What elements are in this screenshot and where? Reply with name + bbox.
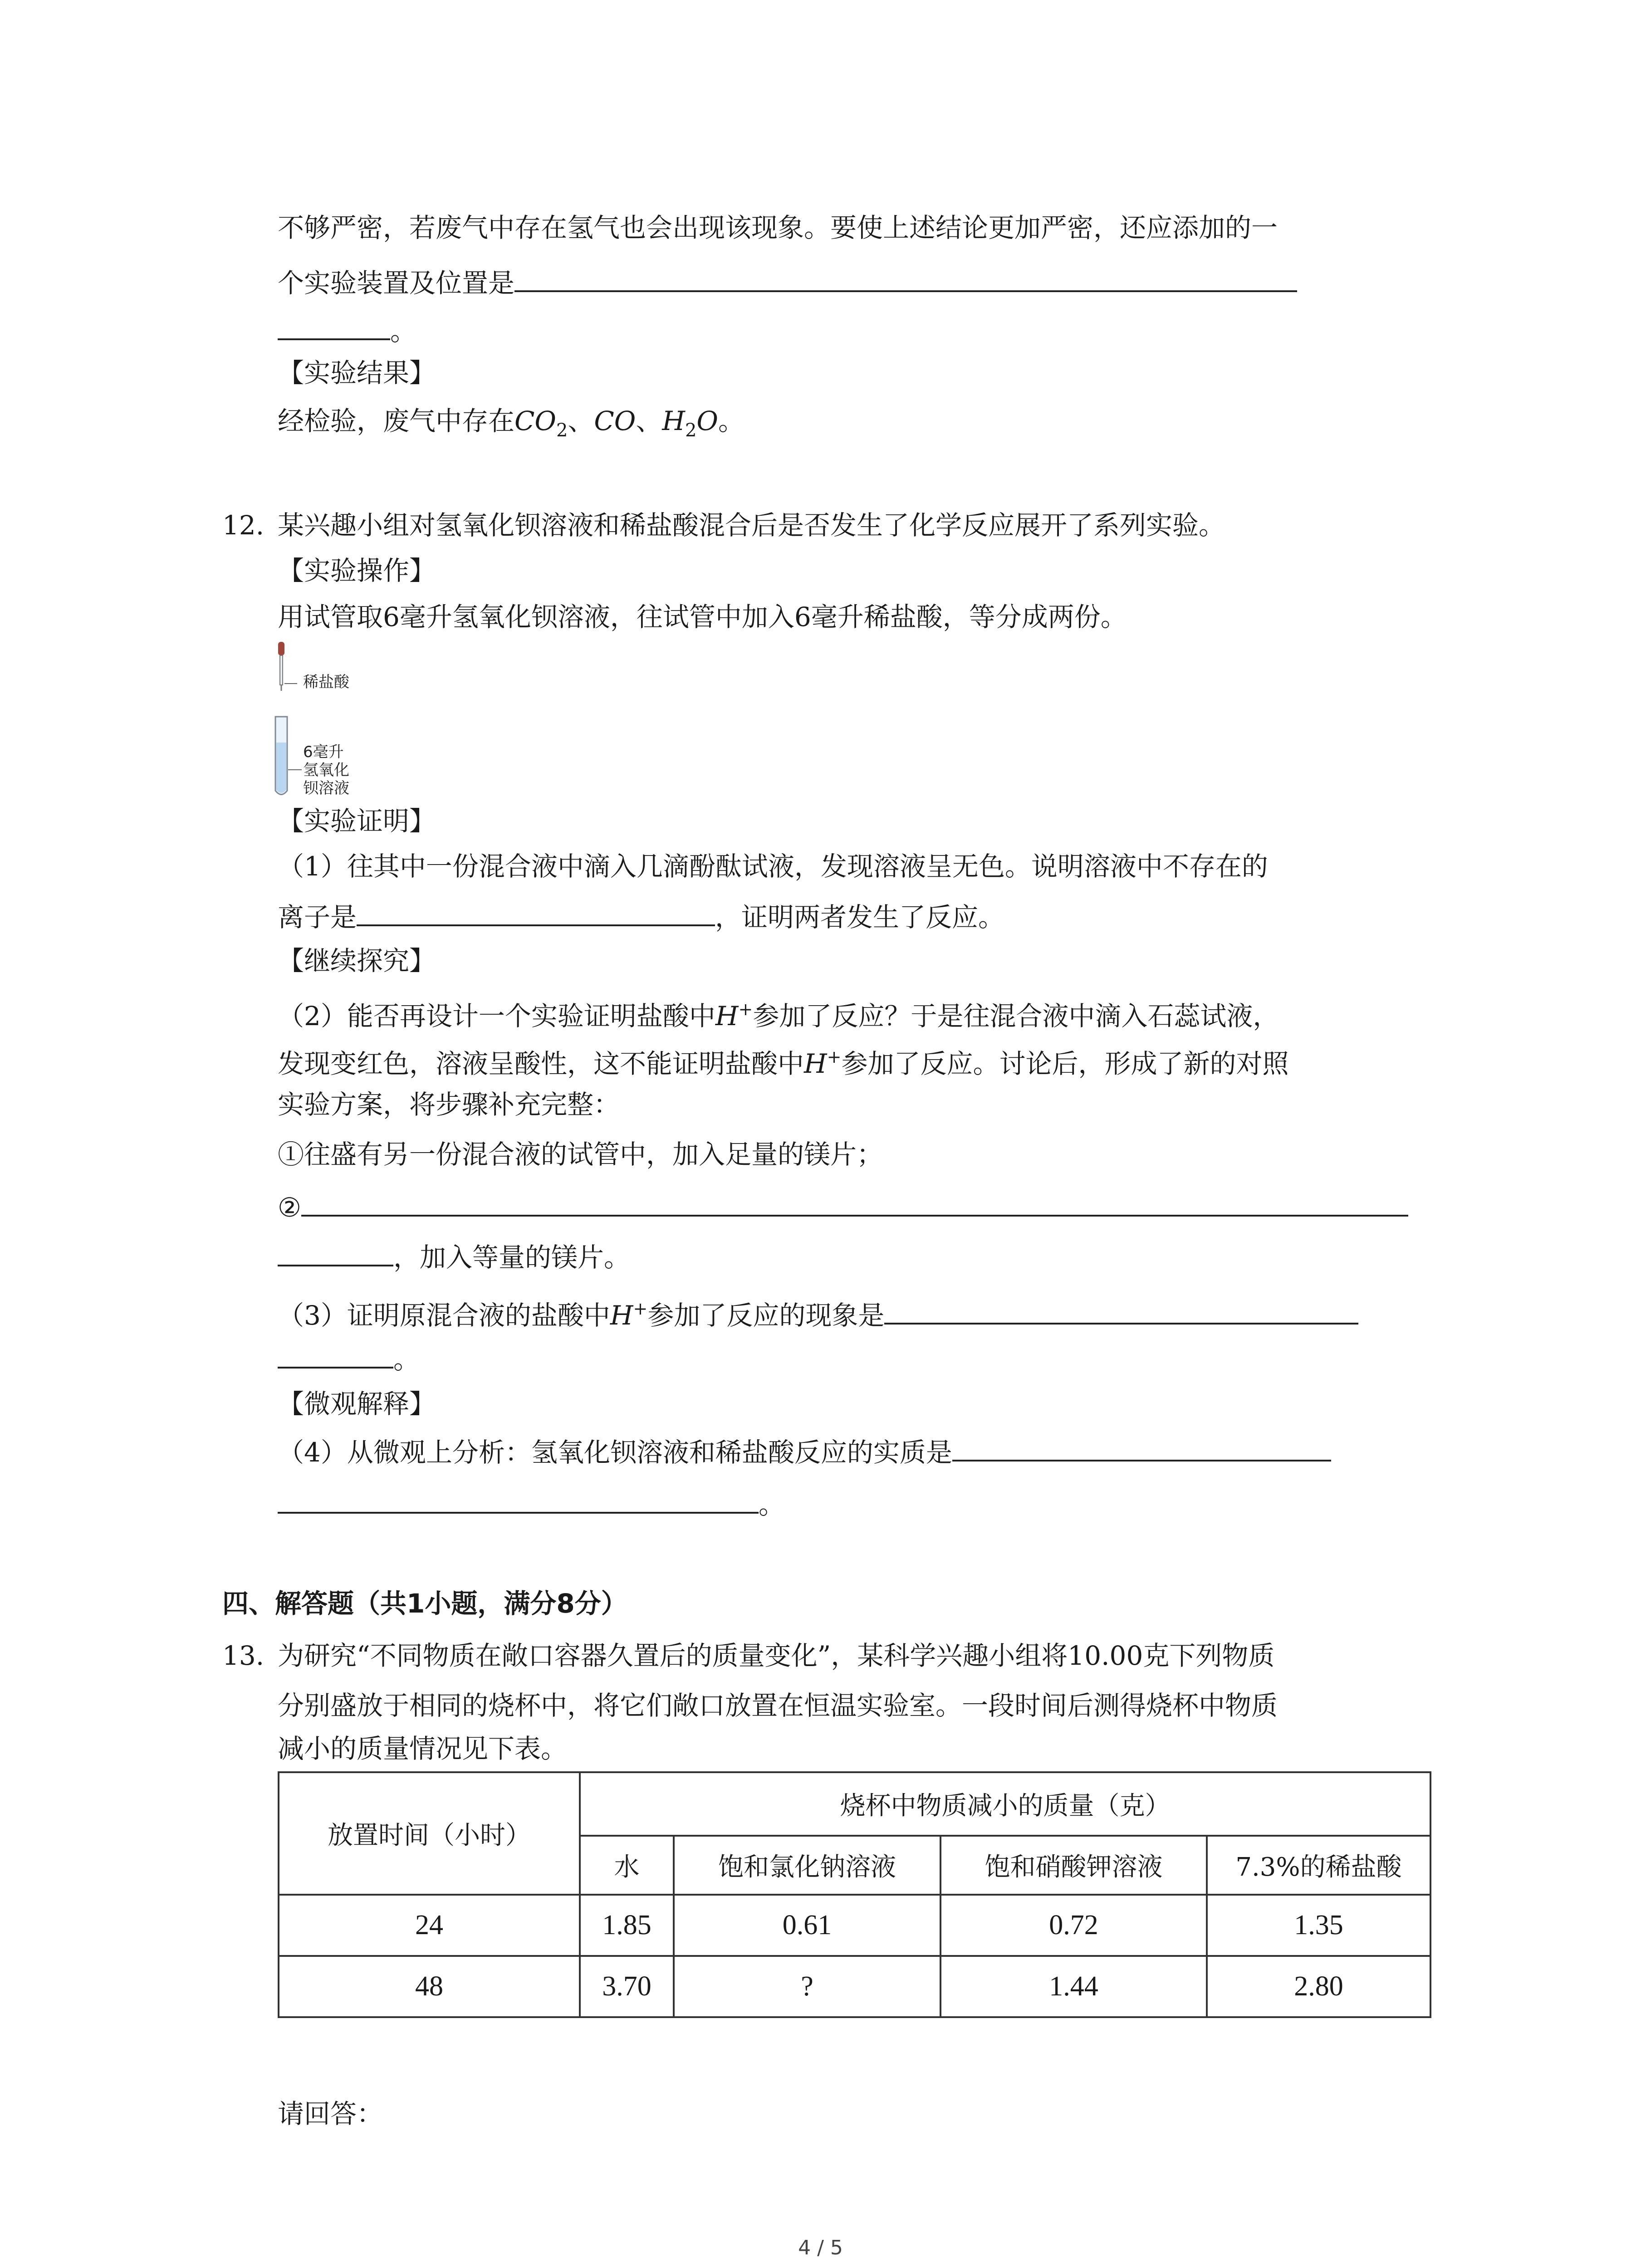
- question-stem: 分别盛放于相同的烧杯中，将它们敞口放置在恒温实验室。一段时间后测得烧杯中物质: [278, 1690, 1278, 1721]
- text: 参加了反应的现象是: [647, 1300, 885, 1331]
- text: 参加了反应？于是往混合液中滴入石蕊试液，: [753, 1001, 1279, 1031]
- subscript: 2: [556, 420, 568, 441]
- paragraph-line: [278, 312, 416, 349]
- figure-label-acid: 稀盐酸: [303, 673, 349, 691]
- table-col-header: 饱和氯化钠溶液: [674, 1836, 941, 1895]
- step-line: ①往盛有另一份混合液的试管中，加入足量的镁片；: [278, 1139, 883, 1170]
- table-cell: 1.35: [1207, 1895, 1430, 1956]
- question-number: 13.: [222, 1640, 265, 1671]
- text: 。: [759, 1489, 785, 1520]
- formula: H: [715, 1001, 739, 1031]
- paragraph-line: [278, 264, 1297, 301]
- formula: CO: [514, 406, 556, 436]
- formula: H: [610, 1300, 633, 1331]
- answer-blank[interactable]: [952, 1433, 1331, 1461]
- paragraph-line: [278, 991, 1279, 1034]
- table-row: [279, 1895, 1430, 1956]
- table-cell: 48: [279, 1956, 580, 2017]
- text: 。: [390, 316, 417, 347]
- table-row: [279, 1956, 1430, 2017]
- table-cell: 3.70: [580, 1956, 674, 2017]
- superscript: +: [633, 1299, 648, 1319]
- paragraph-line: [278, 1290, 1358, 1334]
- dropper-bulb: [278, 642, 284, 655]
- paragraph-line: [278, 1340, 420, 1378]
- text: 个实验装置及位置是: [278, 268, 515, 298]
- table-col-header: 水: [580, 1836, 674, 1895]
- paragraph-line: [278, 1039, 1288, 1082]
- paragraph-line: [278, 1486, 785, 1523]
- table-cell: 1.85: [580, 1895, 674, 1956]
- paragraph-line: （1）往其中一份混合液中滴入几滴酚酞试液，发现溶液呈无色。说明溶液中不存在的: [278, 851, 1268, 882]
- question-stem: 减小的质量情况见下表。: [278, 1733, 568, 1764]
- superscript: +: [738, 999, 753, 1019]
- table-group-header: 烧杯中物质减小的质量（克）: [580, 1772, 1430, 1836]
- operation-text: 用试管取6毫升氢氧化钡溶液，往试管中加入6毫升稀盐酸，等分成两份。: [278, 601, 1127, 632]
- text: ，加入等量的镁片。: [393, 1242, 631, 1273]
- answer-blank[interactable]: [278, 1486, 759, 1514]
- answer-blank[interactable]: [278, 312, 390, 340]
- formula: H: [662, 406, 685, 436]
- table-cell: 0.61: [674, 1895, 941, 1956]
- text: （2）能否再设计一个实验证明盐酸中: [278, 1001, 715, 1031]
- result-text: [278, 403, 745, 449]
- proof-heading: 【实验证明】: [278, 806, 436, 836]
- ask-line: 请回答：: [278, 2098, 383, 2129]
- text: ，证明两者发生了反应。: [715, 902, 1005, 933]
- figure-label-tube: 氢氧化: [303, 761, 349, 779]
- text: 。: [718, 406, 745, 436]
- answer-blank[interactable]: [278, 1238, 393, 1266]
- tube-solution: [276, 743, 286, 793]
- continue-heading: 【继续探究】: [278, 945, 436, 976]
- text: ②: [278, 1192, 301, 1223]
- table-col-header: 饱和硝酸钾溶液: [941, 1836, 1207, 1895]
- paragraph-line: [278, 1433, 1331, 1471]
- table-cell: 2.80: [1207, 1956, 1430, 2017]
- text: 发现变红色，溶液呈酸性，这不能证明盐酸中: [278, 1048, 804, 1079]
- dropper-tube: [280, 655, 283, 685]
- table-cell: ?: [674, 1956, 941, 2017]
- micro-heading: 【微观解释】: [278, 1388, 436, 1419]
- figure-label-tube: 钡溶液: [303, 779, 349, 797]
- answer-blank[interactable]: [357, 898, 715, 926]
- table-cell: 0.72: [941, 1895, 1207, 1956]
- question-stem: 某兴趣小组对氢氧化钡溶液和稀盐酸混合后是否发生了化学反应展开了系列实验。: [278, 510, 1225, 541]
- text: 、: [568, 406, 594, 436]
- formula: CO: [594, 406, 636, 436]
- table-cell: 24: [279, 1895, 580, 1956]
- text: 、: [636, 406, 662, 436]
- paragraph-line: 不够严密，若废气中存在氢气也会出现该现象。要使上述结论更加严密，还应添加的一: [278, 212, 1278, 243]
- step-line: [278, 1188, 1408, 1226]
- answer-blank[interactable]: [884, 1296, 1358, 1325]
- data-table: [278, 1771, 1431, 2018]
- step-line: [278, 1238, 630, 1276]
- answer-blank[interactable]: [278, 1340, 393, 1369]
- operation-heading: 【实验操作】: [278, 555, 436, 586]
- table-row-header: 放置时间（小时）: [279, 1772, 580, 1895]
- table-cell: 1.44: [941, 1956, 1207, 2017]
- question-stem: 为研究“不同物质在敞口容器久置后的质量变化”，某科学兴趣小组将10.00克下列物质: [278, 1640, 1275, 1671]
- page-number: 4 / 5: [798, 2236, 843, 2259]
- subscript: 2: [685, 420, 697, 441]
- paragraph-line: 实验方案，将步骤补充完整：: [278, 1089, 620, 1120]
- text: 离子是: [278, 902, 357, 933]
- figure-label-tube: 6毫升: [303, 743, 344, 761]
- result-heading: 【实验结果】: [278, 357, 436, 388]
- answer-blank[interactable]: [301, 1188, 1408, 1217]
- question-number: 12.: [222, 510, 265, 541]
- section-title: 四、解答题（共1小题，满分8分）: [222, 1588, 627, 1619]
- superscript: +: [827, 1047, 842, 1067]
- text: （4）从微观上分析：氢氧化钡溶液和稀盐酸反应的实质是: [278, 1437, 952, 1468]
- text: 。: [393, 1344, 420, 1375]
- formula: O: [696, 406, 718, 436]
- table-col-header: 7.3%的稀盐酸: [1207, 1836, 1430, 1895]
- text: 经检验，废气中存在: [278, 406, 515, 436]
- paragraph-line: [278, 898, 1004, 935]
- formula: H: [804, 1048, 827, 1079]
- text: （3）证明原混合液的盐酸中: [278, 1300, 610, 1331]
- answer-blank[interactable]: [514, 264, 1297, 292]
- text: 参加了反应。讨论后，形成了新的对照: [841, 1048, 1289, 1079]
